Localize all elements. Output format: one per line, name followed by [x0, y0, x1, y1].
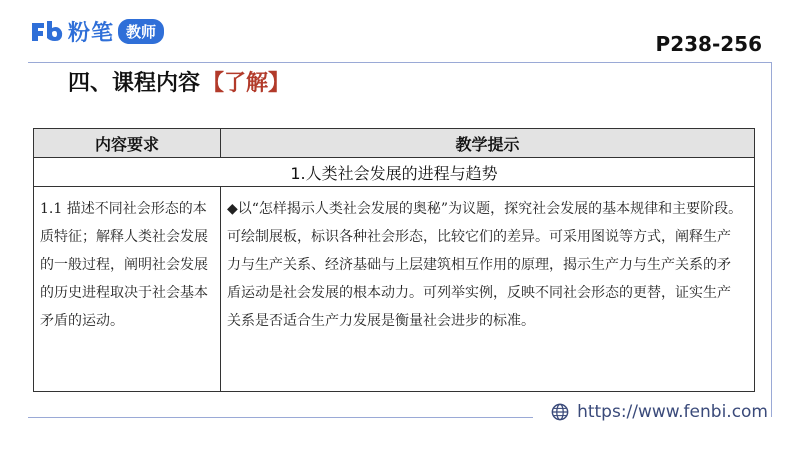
section-title-text: 四、课程内容 [68, 71, 201, 96]
table-subheading: 1.人类社会发展的进程与趋势 [34, 158, 755, 187]
curriculum-table [33, 128, 755, 392]
column-header-requirement: 内容要求 [34, 129, 221, 158]
frame-right-border [771, 62, 772, 417]
section-tag: 【了解】 [202, 70, 291, 96]
table-row [34, 187, 755, 392]
frame-bottom-border [28, 417, 533, 418]
page-reference: P238-256 [655, 32, 762, 56]
table-header-row [34, 129, 755, 158]
footer-url[interactable]: https://www.fenbi.com [577, 402, 768, 422]
globe-icon [551, 403, 569, 421]
hint-cell: ◆以“怎样揭示人类社会发展的奥秘”为议题，探究社会发展的基本规律和主要阶段。可绘制展板，标识各种社会形态，比较它们的差异。可采用图说等方式，阐释生产力与生产关系、经济基础与上层建筑相互作用的原理，揭示生产力与生产关系的矛盾运动是社会发展的根本动力。可列举实例，反映不同社会形态的更替，证实生产关系是否适合生产力发展是衡量社会进步的标准。 [221, 187, 755, 392]
table-subheading-row [34, 158, 755, 187]
fenbi-logo [30, 16, 164, 46]
column-header-hint: 教学提示 [221, 129, 755, 158]
footer [551, 402, 768, 422]
logo-badge: 教师 [118, 19, 164, 44]
frame-top-border [28, 62, 772, 63]
fenbi-logo-icon [30, 19, 64, 43]
requirement-cell: 1.1 描述不同社会形态的本质特征；解释人类社会发展的一般过程，阐明社会发展的历史进程取决于社会基本矛盾的运动。 [34, 187, 221, 392]
section-title [68, 66, 290, 97]
logo-text: 粉笔 [68, 20, 115, 46]
